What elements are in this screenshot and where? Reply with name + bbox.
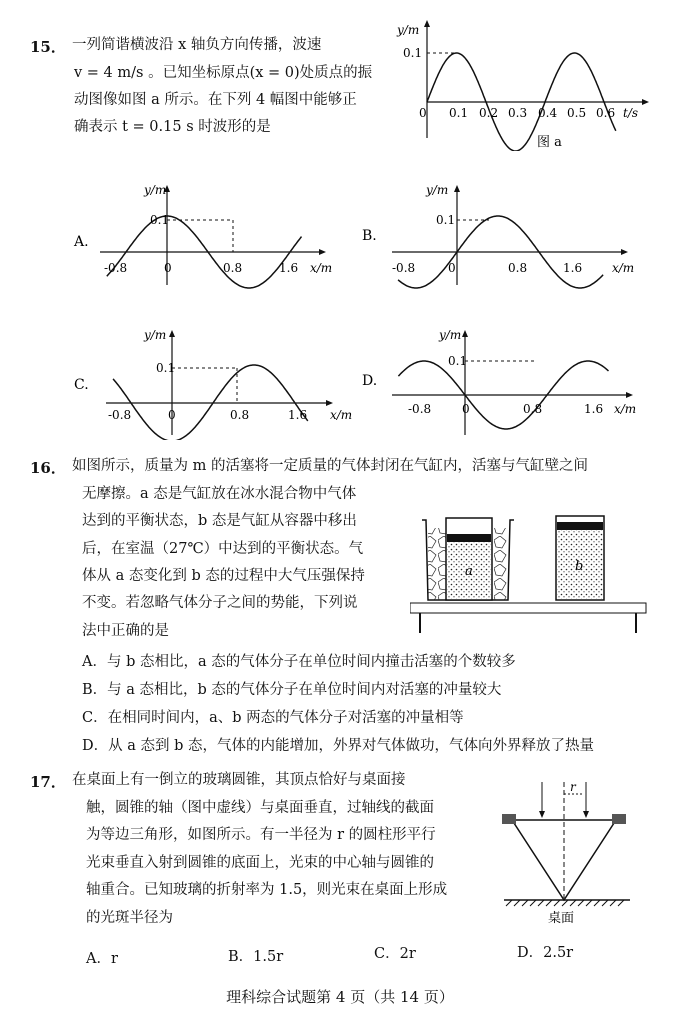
q15-option-a-amp: 0.1 (150, 213, 170, 227)
q17-option-d: D．2.5r (517, 945, 574, 961)
q15-option-a-letter: A. (74, 234, 89, 250)
q16-line-6: 不变。若忽略气体分子之间的势能，下列说 (82, 595, 358, 611)
q15-option-c-xlabel: x/m (330, 408, 353, 422)
fig-a-tick-0.5: 0.5 (567, 106, 587, 120)
q15-option-b-ylabel: y/m (426, 183, 449, 197)
q15-option-a-xlabel: x/m (310, 261, 333, 275)
fig-a-xlabel: t/s (623, 106, 639, 120)
q15-option-a-graph (70, 180, 340, 290)
fig-a-tick-0.2: 0.2 (479, 106, 499, 120)
q17-line-6: 的光斑半径为 (86, 910, 173, 926)
q16-line-1: 如图所示，质量为 m 的活塞将一定质量的气体封闭在气缸内，活塞与气缸壁之间 (72, 458, 588, 474)
q17-line-2: 触，圆锥的轴（图中虚线）与桌面垂直，过轴线的截面 (86, 800, 434, 816)
q15-option-c-letter: C. (74, 377, 89, 393)
fig-a-ylabel: y/m (397, 23, 420, 37)
q15-option-c-right: 1.6 (288, 408, 308, 422)
q16-line-5: 体从 a 态变化到 b 态的过程中大气压强保持 (82, 568, 365, 584)
q15-option-b-mid: 0.8 (508, 261, 528, 275)
page-footer: 理科综合试题第 4 页（共 14 页） (226, 988, 454, 1006)
q15-option-b-right: 1.6 (563, 261, 583, 275)
q15-option-b-origin: 0 (448, 261, 456, 275)
q15-option-d-origin: 0 (462, 402, 470, 416)
q15-option-b-amp: 0.1 (436, 213, 456, 227)
q17-line-4: 光束垂直入射到圆锥的底面上，光束的中心轴与圆锥的 (86, 855, 434, 871)
q15-option-a-left: -0.8 (104, 261, 128, 275)
q17-line-5: 轴重合。已知玻璃的折射率为 1.5，则光束在桌面上形成 (86, 882, 448, 898)
q15-option-a-origin: 0 (164, 261, 172, 275)
q16-option-c: C．在相同时间内，a、b 两态的气体分子对活塞的冲量相等 (82, 710, 464, 726)
q15-option-d-right: 1.6 (584, 402, 604, 416)
q17-option-a: A．r (86, 951, 118, 967)
q16-option-a: A．与 b 态相比，a 态的气体分子在单位时间内撞击活塞的个数较多 (82, 654, 516, 670)
q15-option-d-letter: D. (362, 373, 378, 389)
q15-line-3: 动图像如图 a 所示。在下列 4 幅图中能够正 (74, 92, 357, 108)
gas-cylinders-figure (410, 508, 660, 633)
q15-option-c-mid: 0.8 (230, 408, 250, 422)
fig-a-tick-0.1: 0.1 (449, 106, 469, 120)
q15-line-2: v = 4 m/s 。已知坐标原点(x = 0)处质点的振 (74, 65, 373, 81)
q15-option-a-ylabel: y/m (144, 183, 167, 197)
q15-option-b-letter: B. (362, 228, 377, 244)
fig-a-tick-0.4: 0.4 (538, 106, 558, 120)
q15-option-a-right: 1.6 (279, 261, 299, 275)
q15-option-d-ylabel: y/m (439, 328, 462, 342)
q16-line-2: 无摩擦。a 态是气缸放在冰水混合物中气体 (82, 486, 357, 502)
label-a: a (465, 564, 473, 579)
q17-number: 17． (30, 773, 66, 791)
q15-option-d-xlabel: x/m (614, 402, 637, 416)
cone-figure (490, 778, 640, 928)
q15-option-b-xlabel: x/m (612, 261, 635, 275)
label-b: b (575, 559, 584, 574)
q16-line-7: 法中正确的是 (82, 623, 169, 639)
q15-option-d-amp: 0.1 (448, 354, 468, 368)
q15-option-c-left: -0.8 (108, 408, 132, 422)
table-label: 桌面 (548, 911, 575, 926)
q16-number: 16． (30, 459, 66, 477)
fig-a-tick-0.3: 0.3 (508, 106, 528, 120)
q15-option-d-left: -0.8 (408, 402, 432, 416)
q15-option-a-mid: 0.8 (223, 261, 243, 275)
q17-option-c: C．2r (374, 946, 416, 962)
q15-number: 15． (30, 38, 66, 56)
q16-line-3: 达到的平衡状态，b 态是气缸从容器中移出 (82, 513, 357, 529)
q15-line-4: 确表示 t = 0.15 s 时波形的是 (74, 119, 271, 135)
r-label: r (570, 780, 576, 794)
q16-line-4: 后，在室温（27℃）中达到的平衡状态。气 (82, 541, 364, 557)
fig-a-amp: 0.1 (403, 46, 423, 60)
q15-option-c-graph (72, 325, 362, 440)
q15-option-c-ylabel: y/m (144, 328, 167, 342)
q17-line-3: 为等边三角形，如图所示。有一半径为 r 的圆柱形平行 (86, 827, 436, 843)
fig-a-origin: 0 (419, 106, 427, 120)
q15-line-1: 一列简谐横波沿 x 轴负方向传播，波速 (72, 37, 322, 53)
q17-option-b: B．1.5r (228, 949, 284, 965)
fig-a-caption: 图 a (537, 135, 562, 150)
figure-a (395, 16, 655, 151)
fig-a-tick-0.6: 0.6 (596, 106, 616, 120)
q16-option-b: B．与 a 态相比，b 态的气体分子在单位时间内对活塞的冲量较大 (82, 682, 502, 698)
q15-option-b-graph (362, 180, 652, 290)
q15-option-b-left: -0.8 (392, 261, 416, 275)
q15-option-c-amp: 0.1 (156, 361, 176, 375)
q17-line-1: 在桌面上有一倒立的玻璃圆锥，其顶点恰好与桌面接 (72, 772, 406, 788)
q16-option-d: D．从 a 态到 b 态，气体的内能增加，外界对气体做功，气体向外界释放了热量 (82, 738, 594, 754)
q15-option-c-origin: 0 (168, 408, 176, 422)
q15-option-d-graph (362, 325, 662, 440)
q15-option-d-mid: 0.8 (523, 402, 543, 416)
